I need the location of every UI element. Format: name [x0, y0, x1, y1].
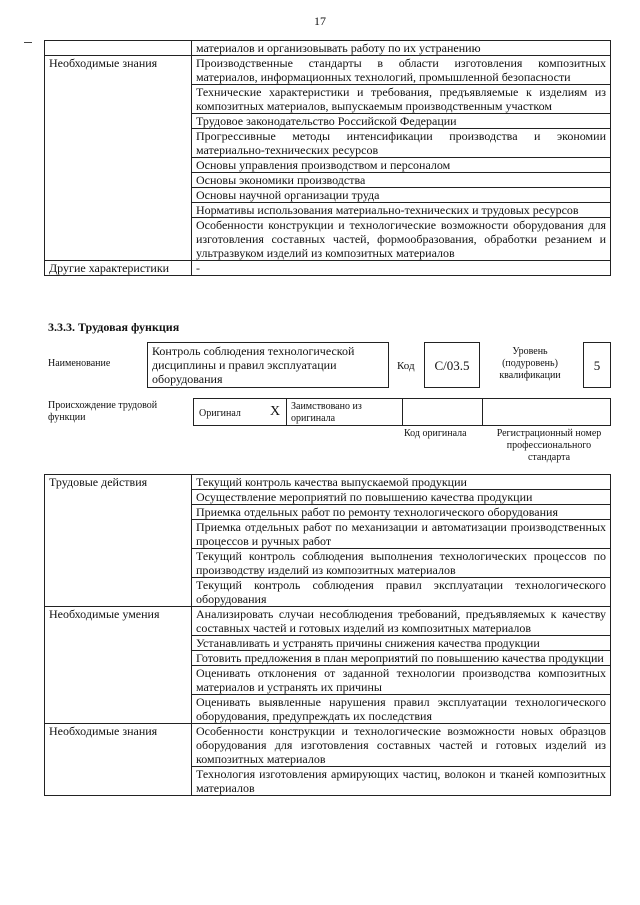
code-label: Код — [397, 360, 415, 372]
row-label — [45, 41, 192, 56]
section-heading: 3.3.3. Трудовая функция — [48, 320, 180, 334]
level-box — [583, 342, 611, 388]
code-original-label: Код оригинала — [404, 428, 467, 439]
row-text: Осуществление мероприятий по повышению качества продукции — [192, 490, 611, 505]
function-name: Контроль соблюдения технологической дисциплины и правил эксплуатации оборудования — [152, 344, 355, 386]
origin-box — [193, 398, 611, 426]
row-text: Текущий контроль соблюдения выполнения технологических процессов по производству изделий из композитных материалов — [192, 549, 611, 578]
table-row — [45, 475, 611, 490]
row-text: Приемка отдельных работ по ремонту технологического оборудования — [192, 505, 611, 520]
level-label: Уровень (подуровень) квалификации — [499, 346, 561, 381]
divider — [402, 399, 403, 425]
row-text: Технические характеристики и требования, предъявляемые к изделиям из композитных материалов, выпускаемым производственным участком — [192, 85, 611, 114]
row-text: Анализировать случаи несоблюдения требований, предъявляемых к качеству составных частей и готовых изделий из композитных материалов — [192, 607, 611, 636]
row-text: материалов и организовывать работу по их устранению — [192, 41, 611, 56]
divider — [286, 399, 287, 425]
row-text: - — [192, 261, 611, 276]
row-text: Производственные стандарты в области изготовления композитных материалов, информационных технологий, промышленной безопасности — [192, 56, 611, 85]
row-label: Другие характеристики — [45, 261, 192, 276]
row-text: Приемка отдельных работ по механизации и автоматизации производственных процессов и ручных работ — [192, 520, 611, 549]
row-text: Особенности конструкции и технологические возможности новых образцов оборудования для изготовления составных частей и готовых изделий из композитных материалов — [192, 724, 611, 767]
row-text: Готовить предложения в план мероприятий по повышению качества продукции — [192, 651, 611, 666]
labor-function-table — [44, 474, 611, 796]
table-row — [45, 261, 611, 276]
row-text: Основы научной организации труда — [192, 188, 611, 203]
borrowed-label: Заимствовано из оригинала — [291, 401, 362, 424]
code-box — [424, 342, 480, 388]
row-text: Устанавливать и устранять причины снижения качества продукции — [192, 636, 611, 651]
original-label: Оригинал — [199, 408, 241, 419]
function-name-box — [147, 342, 389, 388]
row-text: Оценивать отклонения от заданной технологии производства композитных материалов и устранять их причины — [192, 666, 611, 695]
page-number: 17 — [314, 14, 326, 28]
name-label: Наименование — [48, 358, 111, 369]
row-text: Текущий контроль соблюдения правил эксплуатации технологического оборудования — [192, 578, 611, 607]
row-text: Технология изготовления армирующих частиц, волокон и тканей композитных материалов — [192, 767, 611, 796]
function-code: C/03.5 — [434, 358, 470, 373]
margin-mark — [24, 42, 32, 43]
row-label: Трудовые действия — [45, 475, 192, 607]
row-text: Прогрессивные методы интенсификации производства и экономии материально-технических ресурсов — [192, 129, 611, 158]
row-text: Текущий контроль качества выпускаемой продукции — [192, 475, 611, 490]
original-mark: X — [270, 404, 281, 419]
table-row — [45, 724, 611, 767]
table-row — [45, 607, 611, 636]
row-text: Нормативы использования материально-технических и трудовых ресурсов — [192, 203, 611, 218]
row-label: Необходимые умения — [45, 607, 192, 724]
table-row — [45, 41, 611, 56]
row-label: Необходимые знания — [45, 724, 192, 796]
row-text: Основы экономики производства — [192, 173, 611, 188]
divider — [482, 399, 483, 425]
row-text: Оценивать выявленные нарушения правил эксплуатации технологического оборудования, предупреждать их последствия — [192, 695, 611, 724]
reg-number-label: Регистрационный номер профессионального стандарта — [496, 428, 602, 463]
row-text: Особенности конструкции и технологические возможности оборудования для изготовления составных частей, формообразования, обработки резанием и ультразвуком изделий из композитных материалов — [192, 218, 611, 261]
row-text: Основы управления производством и персоналом — [192, 158, 611, 173]
row-text: Трудовое законодательство Российской Федерации — [192, 114, 611, 129]
level-value: 5 — [593, 358, 601, 373]
knowledge-table-continued — [44, 40, 611, 276]
table-row — [45, 56, 611, 85]
row-label: Необходимые знания — [45, 56, 192, 261]
origin-label: Происхождение трудовой функции — [48, 400, 158, 423]
